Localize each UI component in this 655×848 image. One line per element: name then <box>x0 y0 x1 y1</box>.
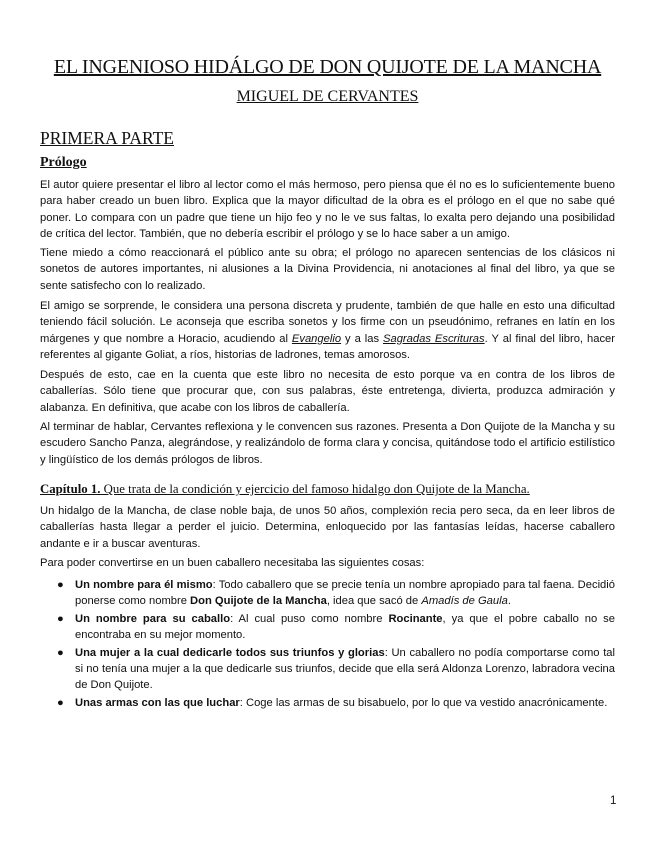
document-title: EL INGENIOSO HIDÁLGO DE DON QUIJOTE DE LA MANCHA <box>53 56 602 78</box>
bullet-icon: ● <box>57 697 64 710</box>
prologo-heading: Prólogo <box>40 155 87 170</box>
list-item-text-3: . <box>507 594 511 607</box>
bullet-icon: ● <box>57 647 64 660</box>
list-item-bold: Un nombre para él mismo <box>75 579 213 591</box>
list-item-text: : Coge las armas de su bisabuelo, por lo que va vestido anacrónicamente. <box>239 697 608 710</box>
list-item-bold-2: Rocinante <box>388 613 443 626</box>
list-item-text: : Todo caballero que se precie tenía un nombre apropiado para tal faena. Decidió ponerse como nombre <box>75 579 615 607</box>
evangelio-reference: Evangelio <box>291 332 342 345</box>
chapter-1-label: Capítulo 1. <box>40 482 101 496</box>
chapter-1-paragraph-2: Para poder convertirse en un buen caballero necesitaba las siguientes cosas: <box>40 557 425 569</box>
list-item-text: : Al cual puso como nombre <box>230 613 389 626</box>
bullet-icon: ● <box>57 579 64 591</box>
requirements-list <box>40 578 615 715</box>
prologo-paragraph-2: Tiene miedo a cómo reaccionará el público ante su obra; el prólogo no aparecen sentencias de los clásicos ni sonetos de autores importantes, ni alusiones a la Divina Providencia, ni anotaciones al final del libro, ya que se sente satisfecho con lo realizado. <box>40 247 615 292</box>
list-item-italic: Amadís de Gaula <box>421 594 508 607</box>
part-heading: PRIMERA PARTE <box>40 128 174 148</box>
list-item-bold: Un nombre para su caballo <box>75 613 231 626</box>
list-item-text-2: , ya que el pobre caballo no se encontraba en su mejor momento. <box>75 613 615 641</box>
list-item <box>40 612 615 643</box>
prologo-paragraph-4: Después de esto, cae en la cuenta que este libro no necesita de esto porque va en contra de los libros de caballerías. Sólo tiene que procurar que, con sus palabras, éste entretenga, divierta, produzca admiración y alabanza. En definitiva, que acabe con los libros de caballería. <box>40 369 615 414</box>
sagradas-escrituras-reference: Sagradas Escrituras <box>383 332 485 345</box>
list-item-bold-2: Don Quijote de la Mancha <box>190 594 327 607</box>
page-number: 1 <box>610 795 617 807</box>
prologo-p3-text-a: El amigo se sorprende, le considera una persona discreta y prudente, también de que halle en esto una dificultad teniendo fácil solución. Le aconseja que escriba sonetos y los firme con un pseudónimo, refranes en latín en los márgenes y que nombre a Horacio, acudiendo al <box>40 300 615 345</box>
list-item-text: : Un caballero no podía comportarse como tal si no tenía una mujer a la que dedicarle sus triunfos, decide que ella será Aldonza Lorenzo, labradora vecina de Don Quijote. <box>75 647 616 691</box>
list-item <box>40 578 615 609</box>
prologo-paragraph-5: Al terminar de hablar, Cervantes reflexiona y le convencen sus razones. Presenta a Don Quijote de la Mancha y su escudero Sancho Panza, alegrándose, y realizándolo de forma clara y concisa, quitándose todo el artificio estilístico y lingüístico de los demás prólogos de libros. <box>40 421 615 466</box>
prologo-p3-text-b: y a las <box>341 332 384 345</box>
prologo-paragraph-1: El autor quiere presentar el libro al lector como el más hermoso, pero piensa que él no es lo suficientemente bueno para haber creado un buen libro. Explica que la mayor dificultad de la obra es el prólogo en el que no sabe qué poner. Lo compara con un padre que tiene un hijo feo y no le ve sus faltas, lo exalta pero dejando una posibilidad de crítica del lector. También, que no debería escribir el prólogo y se lo hace saber a un amigo. <box>40 179 615 240</box>
bullet-icon: ● <box>57 613 64 626</box>
chapter-1-title: Que trata de la condición y ejercicio del famoso hidalgo don Quijote de la Mancha. <box>100 482 530 496</box>
prologo-paragraph-3 <box>40 298 615 363</box>
chapter-1-paragraph-1: Un hidalgo de la Mancha, de clase noble baja, de unos 50 años, complexión recia pero seca, da en leer libros de caballerías hasta llegar a perder el juicio. Determina, enloquecido por las fantasías leídas, hacerse caballero andante e ir a buscar aventuras. <box>40 505 615 550</box>
document-author: MIGUEL DE CERVANTES <box>236 88 419 105</box>
chapter-1-heading <box>40 482 530 497</box>
prologo-p3-text-c: . Y al final del libro, hacer referentes al gigante Goliat, a ríos, historias de ladrones, temas amorosos. <box>40 332 615 361</box>
list-item <box>40 646 615 693</box>
list-item-bold: Una mujer a la cual dedicarle todos sus triunfos y glorias <box>75 647 385 660</box>
list-item-text-2: , idea que sacó de <box>326 594 422 607</box>
list-item-bold: Unas armas con las que luchar <box>75 697 240 710</box>
list-item <box>40 696 615 712</box>
